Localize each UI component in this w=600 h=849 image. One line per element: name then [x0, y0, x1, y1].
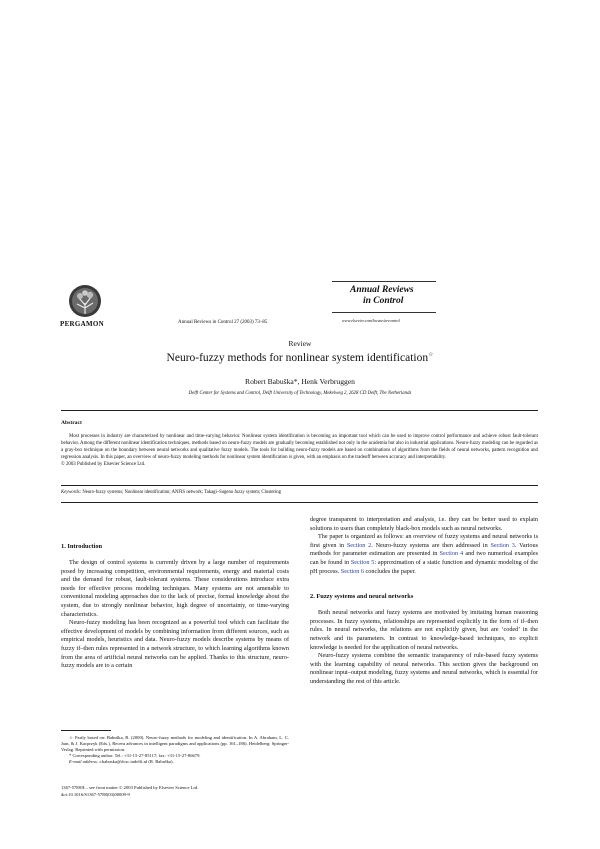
issn-line: 1367-5788/$ – see front matter © 2003 Published by Elsevier Science Ltd. — [61, 785, 199, 790]
section-6-link[interactable]: Section 6 — [340, 567, 364, 575]
article-authors: Robert Babuška*, Henk Verbruggen — [245, 377, 355, 386]
section-4-link[interactable]: Section 4 — [439, 550, 464, 558]
footnotes — [61, 735, 289, 765]
section-3-link[interactable]: Section 3 — [490, 541, 515, 549]
keywords — [61, 490, 538, 495]
article-affiliation: Delft Center for Systems and Control, Delft University of Technology, Mekelweg 2, 2628 CD Delft, The Netherlands — [188, 391, 412, 396]
journal-logo-title-1: Annual Reviews — [350, 285, 414, 295]
section-5-link[interactable]: Section 5 — [350, 558, 375, 566]
footnote-3 — [61, 759, 289, 765]
journal-citation: Annual Reviews in Control 27 (2003) 73–85 — [178, 320, 268, 325]
abstract-text: Most processes in industry are characterized by nonlinear and time-varying behavior. Nonlinear system identification is becoming an important tool which can be used to improve control performance and achieve robust fault-tolerant behavior. Among the different nonlinear identification techniques, methods based on neuro-fuzzy models are gradually becoming established not only in the academia but also in industrial applications. Neuro-fuzzy modeling can be regarded as a gray-box technique on the boundary between neural networks and qualitative fuzzy models. The tools for building neuro-fuzzy models are based on combinations of algorithms from the fields of neural networks, pattern recognition and regression analysis. In this paper, an overview of neuro-fuzzy modeling methods for nonlinear system identification is given, with an emphasis on the tradeoff between accuracy and interpretability. — [61, 434, 538, 460]
title-footnote-mark: ☆ — [428, 352, 434, 358]
section-1-paragraph-2: Neuro-fuzzy modeling has been recognized as a powerful tool which can facilitate the effective development of models by combining information from different sources, such as empirical models, heuristics and data. Neuro-fuzzy models describe systems by means of fuzzy if–then rules represented in a network structure, to which learning algorithms known from the area of artificial neural networks can be applied. Thanks to this structure, neuro-fuzzy models are to a certain — [61, 619, 289, 670]
section-2-heading: 2. Fuzzy systems and neural networks — [310, 593, 414, 601]
email-label: E-mail address: — [69, 759, 99, 764]
publisher-name: PERGAMON — [60, 320, 105, 328]
abstract-copyright: © 2003 Published by Elsevier Science Ltd. — [61, 461, 146, 467]
article-type: Review — [288, 339, 312, 348]
section-1-paragraph-1: The design of control systems is currently driven by a large number of requirements posed by increasing competition, environmental requirements, energy and material costs and the demand for robust, fault-tolerant systems. These considerations introduce extra needs for effective process modeling techniques. Many systems are not amenable to conventional modeling approaches due to the lack of precise, formal knowledge about the system, due to strongly nonlinear behavior, high degree of uncertainty, or time-varying characteristics. — [61, 559, 289, 618]
doi-line: doi:10.1016/S1367-5788(03)00009-9 — [61, 792, 130, 797]
journal-logo-title-2: in Control — [363, 296, 404, 306]
email-address: r.babuska@dcsc.tudelft.nl (R. Babuška). — [99, 759, 174, 764]
article-title-text: Neuro-fuzzy methods for nonlinear system identification — [166, 351, 429, 364]
abstract-body — [61, 434, 538, 469]
journal-logo-url: www.elsevier.com/locate/arcontrol — [342, 318, 400, 323]
footnote-1: ☆ Partly based on: Babuška, R. (2000). Neuro-fuzzy methods for modeling and identification. In A. Abraham, L. C. Jain, & J. Kacprzyk (Eds.), Recent advances in intelligent paradigms and applications (pp. 161–186). Heidelberg: Springer-Verlag. Reprinted with permission. — [61, 735, 289, 752]
section-2-link[interactable]: Section 2 — [346, 541, 372, 549]
footnote-2: * Corresponding author. Tel.: +31-15-27-85117; fax: +31-15-27-86679. — [69, 753, 201, 758]
article-title — [0, 351, 600, 364]
intro-paragraph-continued: degree transparent to interpretation and analysis, i.e. they can be better used to explain solutions to users than completely black-box models such as neural networks. — [310, 516, 538, 532]
section-2-paragraph-2: Neuro-fuzzy systems combine the semantic transparency of rule-based fuzzy systems with the learning capability of neural networks. This section gives the background on nonlinear input–output modeling, fuzzy systems and neural networks, which is essential for understanding the rest of this article. — [310, 652, 538, 685]
left-column — [61, 543, 289, 671]
abstract-heading: Abstract — [61, 420, 82, 426]
publisher-tree-emblem — [62, 283, 108, 319]
paper-organization-paragraph: The paper is organized as follows: an overview of fuzzy systems and neural networks is first given in Section 2. Neuro-fuzzy systems are then addressed in Section 3. Various methods for parameter estimation are presented in Section 4 and two numerical examples can be found in Section 5: approximation of a static function and dynamic modeling of the pH process. Section 6 concludes the paper. — [310, 533, 539, 575]
keywords-text: Neuro-fuzzy systems; Nonlinear identification; ANFIS network; Takagi–Sugeno fuzzy system; Clustering — [82, 490, 281, 495]
keywords-label: Keywords: — [61, 490, 82, 495]
section-1-heading: 1. Introduction — [61, 543, 103, 550]
right-column — [310, 516, 538, 687]
section-2-paragraph-1: Both neural networks and fuzzy systems are motivated by imitating human reasoning processes. In fuzzy systems, relationships are represented explicitly in the form of if–then rules. In neural networks, the relations are not explicitly given, but are ‘coded’ in the network and its parameters. In contrast to knowledge-based techniques, no explicit knowledge is needed for the application of neural networks. — [310, 609, 538, 651]
